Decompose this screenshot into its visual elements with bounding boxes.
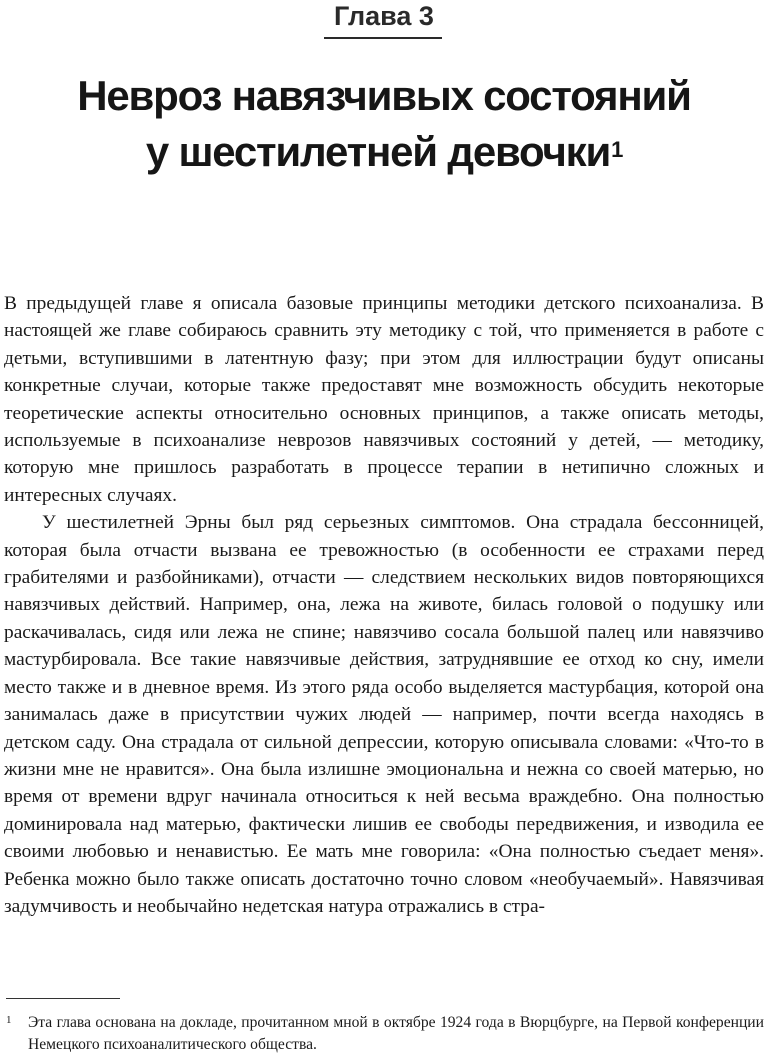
paragraph-2: У шестилетней Эрны был ряд серьезных симптомов. Она страдала бессонницей, которая была отчасти вызвана ее тревожностью (в особенности ее страхами перед грабителями и разбойниками), отчасти — следствием нескольких видов повторяющихся навязчивых действий. Например, она, лежа на животе, билась головой о подушку или раскачивалась, сидя или лежа не спине; навязчиво сосала большой палец или навязчиво мастурбировала. Все такие навязчивые действия, затруднявшие ее отход ко сну, имели место также и в дневное время. Из этого ряда особо выделяется мастурбация, которой она занималась даже в присутствии чужих людей — например, почти всегда находясь в детском саду. Она страдала от сильной депрессии, которую описывала словами: «Что-то в жизни мне не нравится». Она была излишне эмоциональна и нежна со своей матерью, но время от времени вдруг начинала относиться к ней весьма враждебно. Она полностью доминировала над матерью, фактически лишив ее свободы передвижения, и изводила ее своими любовью и ненавистью. Ее мать мне говорила: «Она полностью съедает меня». Ребенка можно было также описать достаточно точно словом «необучаемый». Навязчивая задумчивость и необычайно недетская натура отражались в стра- [4,512,764,917]
footnote-separator [6,998,120,999]
chapter-title-line-2-text: у шестилетней девочки [145,128,611,175]
paragraph-1: В предыдущей главе я описала базовые принципы методики детского психоанализа. В настоящей же главе собираюсь сравнить эту методику с той, что применяется в работе с детьми, вступившими в латентную фазу; при этом для иллюстрации будут описаны конкретные случаи, которые также предоставят мне возможность обсудить некоторые теоретические аспекты относительно основных принципов, а также описать методы, используемые в психоанализе неврозов навязчивых состояний у детей, — методику, которую мне пришлось разработать в процессе терапии в нетипично сложных и интересных случаях. [4,293,764,506]
body-text [4,290,764,920]
chapter-title [0,68,768,180]
footnote [6,1012,764,1056]
chapter-label-underline [324,37,442,39]
footnote-marker: 1 [6,1014,12,1026]
chapter-title-line-1: Невроз навязчивых состояний [77,72,691,119]
footnote-reference[interactable]: 1 [611,137,623,162]
chapter-title-line-2 [0,124,768,180]
footnote-text: Эта глава основана на докладе, прочитанном мной в октябре 1924 года в Вюрцбурге, на Первой конференции Немецкого психоаналитического общества. [28,1014,764,1053]
chapter-label: Глава 3 [334,1,434,31]
